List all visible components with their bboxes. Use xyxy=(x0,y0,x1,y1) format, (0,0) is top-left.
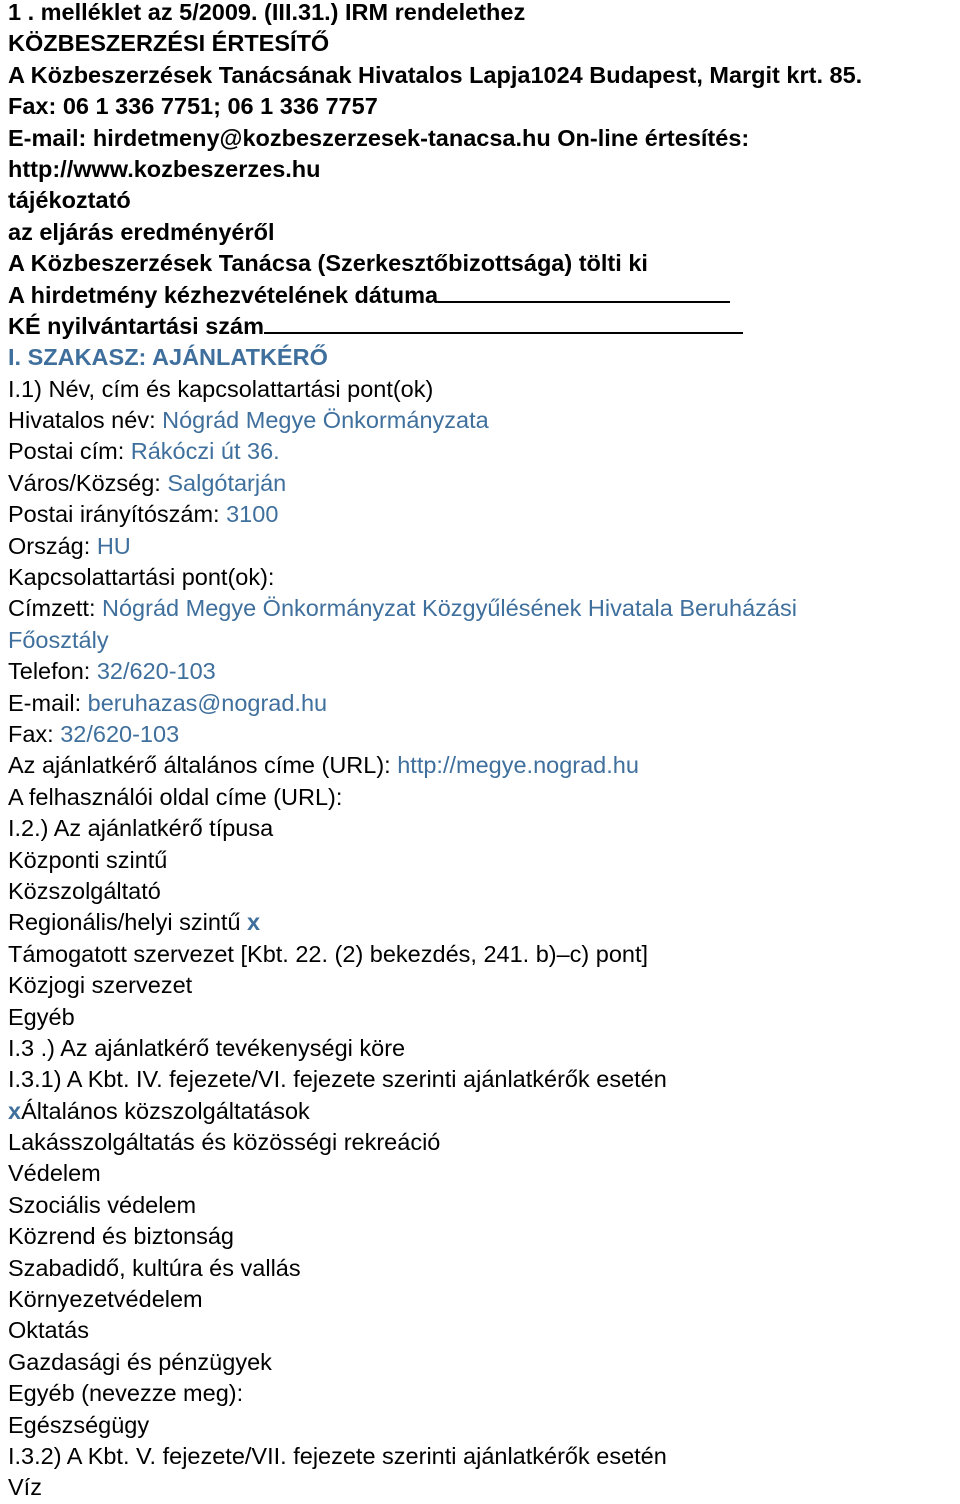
type-utility: Közszolgáltató xyxy=(8,877,161,904)
type-regional-row xyxy=(8,907,952,938)
email-label: E-mail: xyxy=(8,689,88,716)
fax-value: 32/620-103 xyxy=(60,720,180,747)
fax-row xyxy=(8,719,952,750)
registry-number-row xyxy=(8,311,952,342)
registry-number-blank xyxy=(264,312,743,334)
activity-leisure: Szabadidő, kultúra és vallás xyxy=(8,1254,301,1281)
section-1-3-1-title: I.3.1) A Kbt. IV. fejezete/VI. fejezete szerinti ajánlatkérők esetén xyxy=(8,1066,667,1093)
section-1-2-title: I.2.) Az ajánlatkérő típusa xyxy=(8,815,274,842)
publisher-email: E-mail: hirdetmeny@kozbeszerzesek-tanacsa.hu On-line értesítés: xyxy=(8,124,750,151)
general-url-label: Az ajánlatkérő általános címe (URL): xyxy=(8,752,398,779)
publisher-fax: Fax: 06 1 336 7751; 06 1 336 7757 xyxy=(8,93,378,120)
procurement-notice-document xyxy=(8,0,952,1504)
filled-by-note: A Közbeszerzések Tanácsa (Szerkesztőbizottsága) tölti ki xyxy=(8,250,648,277)
addressee-row xyxy=(8,593,952,624)
activity-other: Egyéb (nevezze meg): xyxy=(8,1380,244,1407)
type-regional-label: Regionális/helyi szintű xyxy=(8,909,248,936)
addressee-value-line1: Nógrád Megye Önkormányzat Közgyűlésének Hivatala Beruházási xyxy=(102,595,797,622)
buyer-profile-url-label: A felhasználói oldal címe (URL): xyxy=(8,783,343,810)
addressee-label: Címzett: xyxy=(8,595,103,622)
activity-public-order: Közrend és biztonság xyxy=(8,1223,235,1250)
postal-address-label: Postai cím: xyxy=(8,438,131,465)
receipt-date-blank xyxy=(438,281,730,303)
type-other: Egyéb xyxy=(8,1003,75,1030)
city-value: Salgótarján xyxy=(167,469,287,496)
postal-address-value: Rákóczi út 36. xyxy=(130,438,280,465)
official-name-row xyxy=(8,405,952,436)
section-1-title: I. SZAKASZ: AJÁNLATKÉRŐ xyxy=(8,344,328,371)
general-url-row xyxy=(8,750,952,781)
activity-social: Szociális védelem xyxy=(8,1191,197,1218)
activity-housing: Lakásszolgáltatás és közösségi rekreáció xyxy=(8,1129,441,1156)
activity-water: Víz xyxy=(8,1474,42,1501)
addressee-value-line2: Főosztály xyxy=(8,626,109,653)
zip-label: Postai irányítószám: xyxy=(8,501,227,528)
city-label: Város/Község: xyxy=(8,469,168,496)
receipt-date-label: A hirdetmény kézhezvételének dátuma xyxy=(8,281,439,308)
zip-row xyxy=(8,499,952,530)
section-1-1-title: I.1) Név, cím és kapcsolattartási pont(ok) xyxy=(8,375,434,402)
publisher-address: A Közbeszerzések Tanácsának Hivatalos Lapja1024 Budapest, Margit krt. 85. xyxy=(8,61,863,88)
activity-general-check-mark: x xyxy=(8,1097,22,1124)
activity-education: Oktatás xyxy=(8,1317,89,1344)
type-public-law: Közjogi szervezet xyxy=(8,972,193,999)
phone-label: Telefon: xyxy=(8,658,97,685)
activity-defence: Védelem xyxy=(8,1160,101,1187)
document-type: tájékoztató xyxy=(8,187,131,214)
activity-health: Egészségügy xyxy=(8,1411,150,1438)
section-1-3-title: I.3 .) Az ajánlatkérő tevékenységi köre xyxy=(8,1034,406,1061)
activity-economic: Gazdasági és pénzügyek xyxy=(8,1348,272,1375)
section-1-3-2-title: I.3.2) A Kbt. V. fejezete/VII. fejezete szerinti ajánlatkérők esetén xyxy=(8,1442,667,1469)
type-central: Központi szintű xyxy=(8,846,168,873)
document-subject: az eljárás eredményéről xyxy=(8,218,275,245)
gazette-title: KÖZBESZERZÉSI ÉRTESÍTŐ xyxy=(8,30,330,57)
official-name-value: Nógrád Megye Önkormányzata xyxy=(162,407,489,434)
postal-address-row xyxy=(8,436,952,467)
registry-number-label: KÉ nyilvántartási szám xyxy=(8,312,264,339)
type-regional-check-mark: x xyxy=(247,909,261,936)
type-supported: Támogatott szervezet [Kbt. 22. (2) bekezdés, 241. b)–c) pont] xyxy=(8,940,649,967)
fax-label: Fax: xyxy=(8,720,61,747)
activity-environment: Környezetvédelem xyxy=(8,1286,203,1313)
city-row xyxy=(8,468,952,499)
activity-general-label: Általános közszolgáltatások xyxy=(21,1097,310,1124)
publisher-website: http://www.kozbeszerzes.hu xyxy=(8,155,321,182)
phone-value: 32/620-103 xyxy=(96,658,216,685)
email-value[interactable]: beruhazas@nograd.hu xyxy=(87,689,328,716)
email-row xyxy=(8,688,952,719)
zip-value: 3100 xyxy=(226,501,279,528)
phone-row xyxy=(8,656,952,687)
receipt-date-row xyxy=(8,280,952,311)
country-value: HU xyxy=(96,532,131,559)
annex-reference: 1 . melléklet az 5/2009. (III.31.) IRM rendelethez xyxy=(8,0,526,25)
contact-points-label: Kapcsolattartási pont(ok): xyxy=(8,564,275,591)
country-row xyxy=(8,531,952,562)
country-label: Ország: xyxy=(8,532,97,559)
activity-general-row xyxy=(8,1096,952,1127)
official-name-label: Hivatalos név: xyxy=(8,407,163,434)
general-url-link[interactable]: http://megye.nograd.hu xyxy=(397,752,639,779)
